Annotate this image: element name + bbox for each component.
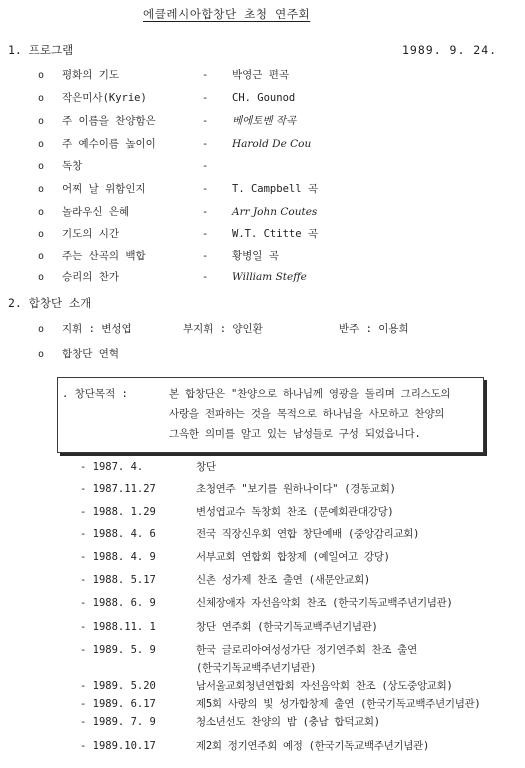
program-composer: Arr John Coutes: [232, 206, 318, 218]
program-composer: T. Campbell 곡: [232, 183, 319, 195]
history-date: - 1989. 5.20: [80, 680, 156, 692]
dash-separator: -: [202, 69, 209, 81]
program-composer: 황병일 곡: [232, 250, 279, 262]
dash-separator: -: [202, 160, 209, 172]
program-title: 기도의 시간: [62, 228, 120, 240]
history-event: 창단: [196, 461, 216, 473]
conductor-label: 지휘 : 변성엽: [62, 323, 132, 335]
program-title: 독창: [62, 160, 83, 172]
section-choir-heading: 2. 합창단 소개: [8, 296, 92, 310]
history-date: - 1989. 6.17: [80, 698, 156, 710]
purpose-line-3: 그윽한 의미를 알고 있는 남성들로 구성 되었읍니다.: [169, 428, 421, 440]
history-date: - 1988. 1.29: [80, 506, 156, 518]
bullet-marker: o: [38, 349, 45, 360]
purpose-line-1: 본 합창단은 "찬양으로 하나님께 영광을 돌리며 그리스도의: [169, 388, 451, 400]
program-title: 주 이름을 찬양함은: [62, 115, 156, 127]
history-event: (한국기독교백주년기념관): [196, 662, 317, 674]
program-title: 승리의 찬가: [62, 271, 120, 283]
purpose-line-2: 사랑을 전파하는 것을 목적으로 하나님을 사모하고 찬양의: [169, 408, 445, 420]
history-event: 초청연주 "보기를 원하나이다" (경동교회): [196, 483, 396, 495]
history-event: 남서울교회청년연합회 자선음악회 찬조 (상도중앙교회): [196, 680, 453, 692]
accompanist-label: 반주 : 이용희: [339, 323, 409, 335]
dash-separator: -: [202, 228, 209, 240]
bullet-marker: o: [38, 324, 45, 335]
program-composer: 베에토벤 작곡: [232, 115, 297, 127]
bullet-marker: o: [38, 229, 45, 240]
history-event: 서부교회 연합회 합창제 (예일여고 강당): [196, 551, 390, 563]
program-composer: W.T. Ctitte 곡: [232, 228, 319, 240]
dash-separator: -: [202, 183, 209, 195]
history-date: - 1988. 4. 9: [80, 551, 156, 563]
history-event: 한국 글로리아여성성가단 정기연주회 찬조 출연: [196, 644, 417, 656]
bullet-marker: o: [38, 272, 45, 283]
history-event: 창단 연주회 (한국기독교백주년기념관): [196, 621, 378, 633]
dash-separator: -: [202, 250, 209, 262]
vice-conductor-label: 부지휘 : 양인환: [183, 323, 263, 335]
program-composer: 박영근 편곡: [232, 69, 290, 81]
history-heading: 합창단 연혁: [62, 348, 120, 360]
dash-separator: -: [202, 138, 209, 150]
dash-separator: -: [202, 271, 209, 283]
history-date: - 1989.10.17: [80, 740, 156, 752]
history-date: - 1988. 5.17: [80, 574, 156, 586]
program-title: 주는 산곡의 백합: [62, 250, 146, 262]
program-title: 어찌 날 위함인지: [62, 183, 146, 195]
bullet-marker: o: [38, 139, 45, 150]
history-event: 제2회 정기연주회 예정 (한국기독교백주년기념관): [196, 740, 429, 752]
program-title: 놀라우신 은혜: [62, 206, 130, 218]
bullet-marker: o: [38, 251, 45, 262]
document-title: 에클레시아합창단 초청 연주회: [143, 7, 311, 21]
bullet-marker: o: [38, 184, 45, 195]
history-date: - 1989. 5. 9: [80, 644, 156, 656]
dash-separator: -: [202, 92, 209, 104]
bullet-marker: o: [38, 93, 45, 104]
history-date: - 1988. 6. 9: [80, 597, 156, 609]
history-event: 제5회 사랑의 빛 성가합창제 출연 (한국기독교백주년기념관): [196, 698, 481, 710]
document-date: 1989. 9. 24.: [402, 43, 498, 57]
program-composer: Harold De Cou: [232, 138, 312, 150]
dash-separator: -: [202, 115, 209, 127]
program-composer: CH. Gounod: [232, 92, 296, 104]
history-date: - 1989. 7. 9: [80, 716, 156, 728]
program-composer: William Steffe: [232, 271, 307, 283]
program-title: 주 예수이름 높이이: [62, 138, 156, 150]
bullet-marker: o: [38, 161, 45, 172]
history-event: 전국 직장신우회 연합 창단예배 (중앙감리교회): [196, 528, 420, 540]
history-date: - 1988. 4. 6: [80, 528, 156, 540]
history-date: - 1988.11. 1: [80, 621, 156, 633]
program-title: 작은미사(Kyrie): [62, 92, 147, 104]
section-program-heading: 1. 프로그램: [8, 43, 74, 57]
history-event: 청소년선도 찬양의 밤 (충남 합덕교회): [196, 716, 380, 728]
bullet-marker: o: [38, 207, 45, 218]
program-title: 평화의 기도: [62, 69, 120, 81]
history-event: 신촌 성가제 찬조 출연 (새문안교회): [196, 574, 370, 586]
dash-separator: -: [202, 206, 209, 218]
purpose-label: . 창단목적 :: [62, 388, 128, 400]
history-date: - 1987.11.27: [80, 483, 156, 495]
bullet-marker: o: [38, 70, 45, 81]
bullet-marker: o: [38, 116, 45, 127]
history-event: 신체장애자 자선음악회 찬조 (한국기독교백주년기념관): [196, 597, 453, 609]
history-event: 변성엽교수 독창회 찬조 (문예회관대강당): [196, 506, 394, 518]
history-date: - 1987. 4.: [80, 461, 144, 473]
